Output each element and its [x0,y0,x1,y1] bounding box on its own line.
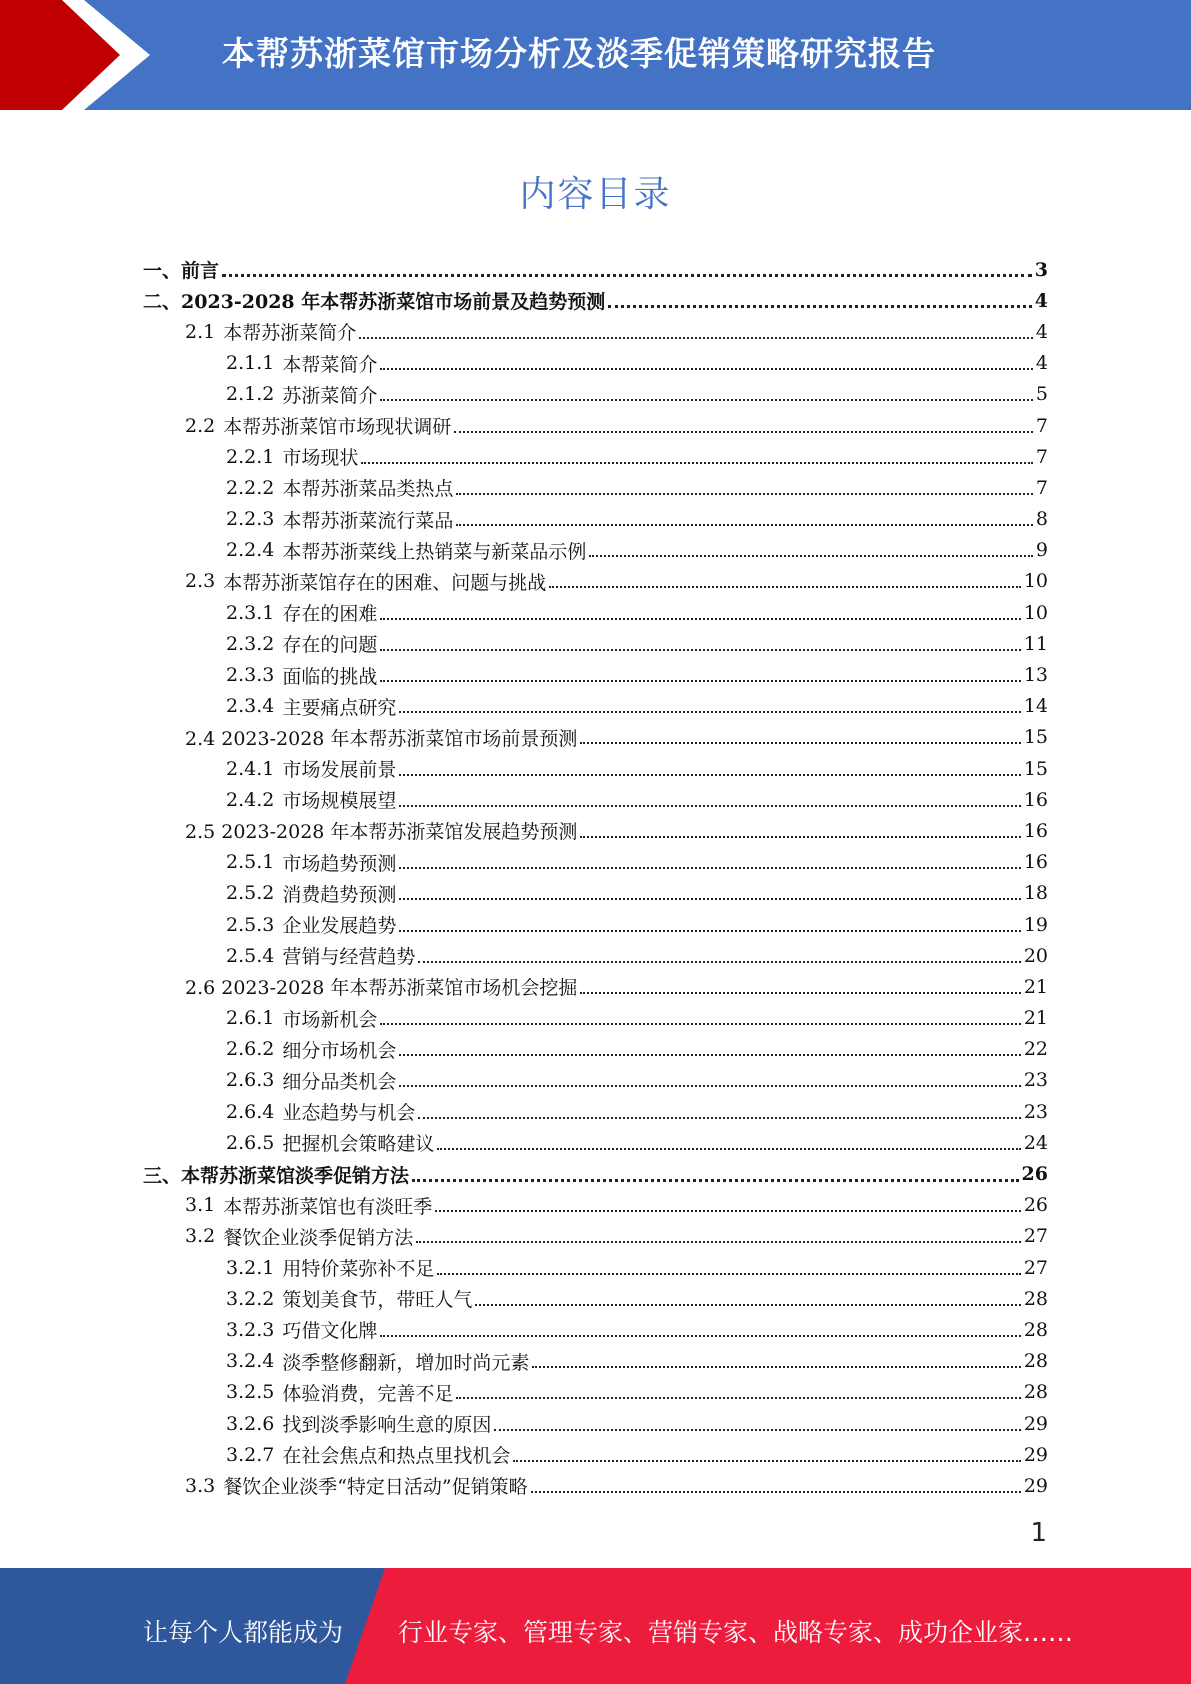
toc-entry-number: 2.5.1 [226,851,275,874]
toc-entry-page: 18 [1023,882,1048,905]
toc-dot-leader [412,1179,1019,1182]
toc-entry-number: 2.6.3 [226,1069,275,1092]
toc-entry-page: 7 [1035,445,1048,468]
toc-entry-label: 面临的挑战 [282,665,378,688]
toc-dot-leader [437,1273,1020,1275]
toc-entry-label: 市场发展前景 [282,759,397,782]
toc-entry-page: 11 [1023,632,1048,655]
toc-dot-leader [456,1397,1020,1399]
toc-entry-number: 3.2.2 [226,1287,275,1310]
toc-entry-label: 策划美食节，带旺人气 [282,1289,473,1312]
toc-entry[interactable] [143,1346,1048,1377]
toc-entry-label: 企业发展趋势 [282,915,397,938]
toc-entry[interactable] [143,1314,1048,1345]
toc-entry-label: 淡季整修翻新，增加时尚元素 [282,1351,530,1374]
toc-entry[interactable] [143,659,1048,690]
toc-entry-number: 3.2.5 [226,1381,275,1404]
toc-entry-page: 15 [1023,757,1048,780]
toc-entry-label: 市场新机会 [282,1008,378,1031]
toc-entry-number: 3.3 [185,1474,216,1497]
toc-entry[interactable] [143,784,1048,815]
toc-entry-page: 7 [1035,476,1048,499]
toc-entry[interactable] [143,410,1048,441]
toc-entry[interactable] [143,1065,1048,1096]
toc-entry-number: 3.2 [185,1225,216,1248]
toc-entry-label: 本帮菜简介 [282,353,378,376]
toc-entry-label: 在社会焦点和热点里找机会 [282,1445,511,1468]
toc-entry-page: 16 [1023,851,1048,874]
toc-entry-page: 15 [1023,726,1048,749]
toc-entry[interactable] [143,1158,1048,1189]
toc-entry-page: 10 [1023,601,1048,624]
toc-entry[interactable] [143,1408,1048,1439]
toc-entry-number: 2.2.2 [226,476,275,499]
toc-entry-label: 用特价菜弥补不足 [282,1258,435,1281]
toc-dot-leader [361,462,1033,464]
toc-entry-page: 22 [1023,1038,1048,1061]
toc-entry-label: 市场规模展望 [282,790,397,813]
toc-dot-leader [380,680,1020,682]
toc-entry-number: 2.6.2 [226,1038,275,1061]
toc-entry-page: 27 [1023,1256,1048,1279]
toc-entry[interactable] [143,691,1048,722]
toc-dot-leader [589,555,1033,557]
toc-entry[interactable] [143,379,1048,410]
toc-entry-page: 28 [1023,1287,1048,1310]
toc-entry-number: 2.6.4 [226,1100,275,1123]
toc-entry-page: 13 [1023,664,1048,687]
toc-entry-page: 26 [1021,1163,1048,1186]
toc-dot-leader [399,930,1020,932]
toc-entry-page: 16 [1023,788,1048,811]
toc-entry-page: 21 [1023,1007,1048,1030]
report-footer [0,1568,1191,1684]
toc-entry-label: 2.5 2023-2028 年本帮苏浙菜馆发展趋势预测 [185,821,578,844]
toc-dot-leader [359,337,1033,339]
toc-entry-page: 24 [1023,1131,1048,1154]
toc-entry-page: 4 [1035,320,1048,343]
toc-entry[interactable] [143,1127,1048,1158]
toc-entry-number: 2.1.2 [226,383,275,406]
toc-dot-leader [608,305,1032,308]
toc-dot-leader [418,961,1020,963]
toc-entry[interactable] [143,1439,1048,1470]
toc-dot-leader [513,1460,1020,1462]
toc-dot-leader [399,774,1020,776]
toc-entry-page: 23 [1023,1100,1048,1123]
toc-dot-leader [475,1304,1020,1306]
toc-entry-label: 本帮苏浙菜品类热点 [282,478,454,501]
toc-entry-page: 28 [1023,1350,1048,1373]
toc-entry-label: 体验消费，完善不足 [282,1382,454,1405]
toc-entry[interactable] [143,597,1048,628]
toc-entry-page: 20 [1023,944,1048,967]
toc-entry[interactable] [143,285,1048,316]
toc-entry-number: 3.2.1 [226,1256,275,1279]
toc-entry[interactable] [143,628,1048,659]
toc-entry-page: 29 [1023,1443,1048,1466]
toc-entry-label: 把握机会策略建议 [282,1133,435,1156]
toc-dot-leader [580,992,1020,994]
toc-entry[interactable] [143,1470,1048,1501]
toc-dot-leader [549,586,1021,588]
toc-entry-label: 营销与经营趋势 [282,946,416,969]
toc-entry-page: 26 [1023,1194,1048,1217]
toc-entry-label: 巧借文化牌 [282,1320,378,1343]
toc-entry-label: 存在的问题 [282,634,378,657]
table-of-contents [143,254,1048,1502]
toc-entry-label: 2.4 2023-2028 年本帮苏浙菜馆市场前景预测 [185,727,578,750]
toc-entry[interactable] [143,971,1048,1002]
toc-entry-page: 3 [1034,258,1048,281]
toc-entry[interactable] [143,847,1048,878]
toc-entry-number: 2.5.4 [226,944,275,967]
toc-entry-number: 2.1.1 [226,352,275,375]
toc-dot-leader [580,742,1020,744]
toc-dot-leader [399,711,1020,713]
toc-entry-number: 2.4.1 [226,757,275,780]
toc-entry-page: 4 [1034,289,1048,312]
toc-entry-label: 本帮苏浙菜馆存在的困难、问题与挑战 [223,571,547,594]
toc-entry-page: 16 [1023,819,1048,842]
footer-slogan-right: 行业专家、管理专家、营销专家、战略专家、成功企业家…… [398,1618,1074,1647]
toc-entry[interactable] [143,1096,1048,1127]
toc-dot-leader [418,1117,1020,1119]
toc-dot-leader [399,1085,1020,1087]
toc-entry-label: 存在的困难 [282,603,378,626]
toc-entry-label: 二、2023-2028 年本帮苏浙菜馆市场前景及趋势预测 [143,291,606,314]
toc-entry-number: 2.5.3 [226,913,275,936]
toc-entry[interactable] [143,566,1048,597]
toc-entry-number: 3.1 [185,1194,216,1217]
toc-entry-label: 2.6 2023-2028 年本帮苏浙菜馆市场机会挖掘 [185,977,578,1000]
toc-entry-number: 2.2.3 [226,508,275,531]
toc-entry-number: 2.3.1 [226,601,275,624]
toc-entry-page: 19 [1023,913,1048,936]
toc-entry-page: 28 [1023,1381,1048,1404]
toc-dot-leader [531,1491,1021,1493]
toc-dot-leader [399,1054,1020,1056]
toc-entry-label: 餐饮企业淡季促销方法 [223,1226,414,1249]
toc-entry[interactable] [143,753,1048,784]
toc-entry-page: 4 [1035,352,1048,375]
toc-dot-leader [380,1335,1020,1337]
toc-entry[interactable] [143,1283,1048,1314]
toc-entry[interactable] [143,878,1048,909]
toc-entry-label: 市场趋势预测 [282,852,397,875]
toc-dot-leader [380,368,1033,370]
toc-entry-label: 主要痛点研究 [282,696,397,719]
toc-entry-page: 14 [1023,695,1048,718]
toc-entry[interactable] [143,472,1048,503]
toc-entry-number: 2.3 [185,570,216,593]
toc-dot-leader [399,805,1020,807]
toc-entry-page: 29 [1023,1412,1048,1435]
toc-dot-leader [532,1366,1020,1368]
toc-entry-label: 市场现状 [282,447,359,470]
toc-entry-number: 2.4.2 [226,788,275,811]
toc-entry[interactable] [143,1190,1048,1221]
toc-dot-leader [222,274,1032,277]
toc-dot-leader [456,493,1033,495]
toc-entry-number: 2.5.2 [226,882,275,905]
toc-entry-page: 29 [1023,1474,1048,1497]
toc-entry[interactable] [143,909,1048,940]
toc-entry-page: 5 [1035,383,1048,406]
toc-dot-leader [380,1023,1020,1025]
toc-entry-number: 2.6.1 [226,1007,275,1030]
toc-entry-page: 21 [1023,975,1048,998]
toc-entry-label: 找到淡季影响生意的原因 [282,1414,492,1437]
toc-dot-leader [380,399,1033,401]
toc-dot-leader [494,1429,1020,1431]
toc-entry-label: 本帮苏浙菜简介 [223,322,357,345]
toc-entry-number: 3.2.4 [226,1350,275,1373]
toc-dot-leader [435,1210,1021,1212]
toc-dot-leader [416,1241,1021,1243]
toc-entry-label: 本帮苏浙菜馆市场现状调研 [223,416,452,439]
toc-entry-label: 三、本帮苏浙菜馆淡季促销方法 [143,1164,410,1187]
toc-dot-leader [456,524,1033,526]
toc-entry-page: 9 [1035,539,1048,562]
toc-entry-label: 一、前言 [143,260,220,283]
toc-entry-number: 3.2.3 [226,1318,275,1341]
toc-entry-number: 2.2 [185,414,216,437]
toc-entry-number: 2.3.2 [226,632,275,655]
toc-entry-number: 2.3.4 [226,695,275,718]
toc-entry-page: 28 [1023,1318,1048,1341]
toc-entry[interactable] [143,504,1048,535]
toc-dot-leader [399,898,1020,900]
toc-dot-leader [399,867,1020,869]
toc-entry-page: 8 [1035,508,1048,531]
toc-entry[interactable] [143,441,1048,472]
toc-entry-number: 2.2.1 [226,445,275,468]
toc-entry-number: 2.1 [185,320,216,343]
toc-entry-page: 7 [1035,414,1048,437]
toc-entry-number: 2.2.4 [226,539,275,562]
toc-entry-page: 23 [1023,1069,1048,1092]
toc-entry-label: 业态趋势与机会 [282,1102,416,1125]
toc-entry[interactable] [143,316,1048,347]
toc-entry[interactable] [143,1034,1048,1065]
report-title: 本帮苏浙菜馆市场分析及淡季促销策略研究报告 [222,34,936,73]
report-header [0,0,1191,110]
toc-entry[interactable] [143,940,1048,971]
toc-dot-leader [454,431,1033,433]
toc-entry-label: 细分市场机会 [282,1039,397,1062]
toc-entry[interactable] [143,535,1048,566]
toc-entry[interactable] [143,815,1048,846]
toc-entry-label: 餐饮企业淡季“特定日活动”促销策略 [223,1476,528,1499]
toc-entry-label: 本帮苏浙菜馆也有淡旺季 [223,1195,433,1218]
page-number: 1 [1030,1518,1047,1548]
toc-entry[interactable] [143,348,1048,379]
toc-heading: 内容目录 [519,174,672,215]
toc-entry[interactable] [143,1221,1048,1252]
toc-entry[interactable] [143,1252,1048,1283]
toc-entry-label: 细分品类机会 [282,1070,397,1093]
toc-entry-number: 3.2.7 [226,1443,275,1466]
toc-dot-leader [380,649,1020,651]
toc-entry-label: 消费趋势预测 [282,883,397,906]
toc-entry[interactable] [143,722,1048,753]
toc-entry-number: 2.6.5 [226,1131,275,1154]
toc-entry[interactable] [143,1377,1048,1408]
footer-slogan-left: 让每个人都能成为 [143,1618,344,1647]
toc-entry-number: 3.2.6 [226,1412,275,1435]
toc-dot-leader [380,618,1020,620]
toc-entry-number: 2.3.3 [226,664,275,687]
toc-entry-label: 本帮苏浙菜线上热销菜与新菜品示例 [282,540,587,563]
toc-entry-page: 10 [1023,570,1048,593]
toc-entry-page: 27 [1023,1225,1048,1248]
toc-dot-leader [580,836,1020,838]
toc-entry-label: 苏浙菜简介 [282,384,378,407]
toc-dot-leader [437,1148,1020,1150]
toc-entry[interactable] [143,254,1048,285]
toc-entry-label: 本帮苏浙菜流行菜品 [282,509,454,532]
toc-entry[interactable] [143,1003,1048,1034]
